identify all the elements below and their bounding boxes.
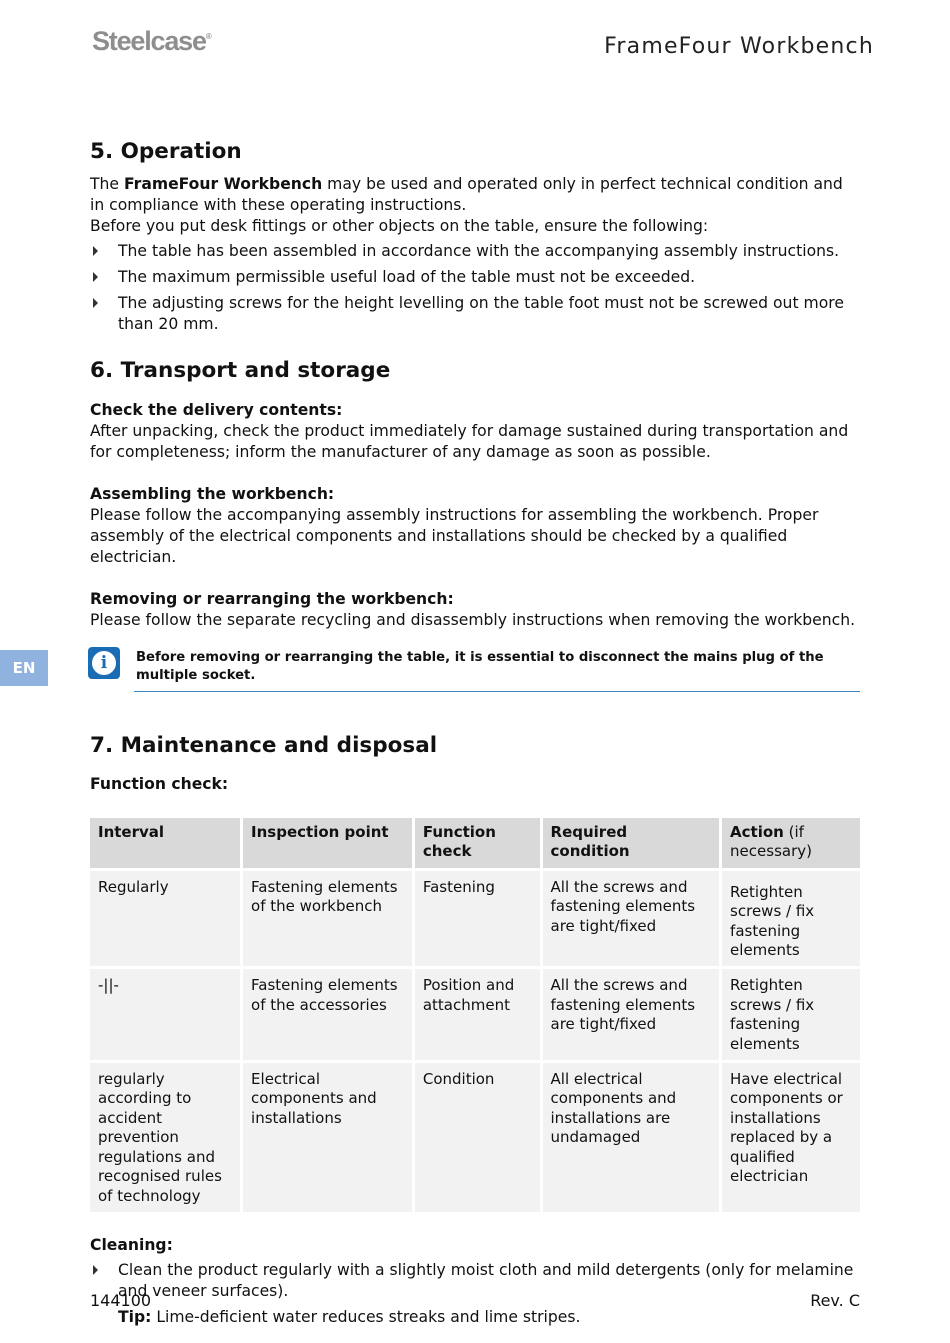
bullet-arrow-icon	[93, 246, 98, 256]
table-row	[90, 969, 860, 1060]
table-cell: Have electrical components or installations replaced by a qualified electrician	[722, 1063, 860, 1212]
table-cell: Condition	[415, 1063, 540, 1212]
action-header-label: Action	[730, 823, 784, 841]
list-item-text: The table has been assembled in accordance with the accompanying assembly instructions.	[118, 242, 840, 260]
subheading-assembly: Assembling the workbench:	[90, 485, 335, 503]
list-item-text: The adjusting screws for the height levelling on the table foot must not be screwed out more than 20 mm.	[118, 294, 844, 333]
cleaning-tip	[90, 1307, 860, 1328]
table-cell: Retighten screws / fix fastening elements	[722, 969, 860, 1060]
subheading-removal: Removing or rearranging the workbench:	[90, 590, 454, 608]
list-item	[90, 267, 860, 288]
tip-label: Tip:	[118, 1307, 152, 1326]
subheading-function-check: Function check:	[90, 775, 229, 793]
bullet-arrow-icon	[93, 1265, 98, 1275]
list-item-text: The maximum permissible useful load of the table must not be exceeded.	[118, 268, 696, 286]
section-operation	[90, 138, 860, 335]
subheading-delivery: Check the delivery contents:	[90, 401, 343, 419]
section-maintenance	[90, 732, 860, 1328]
table-cell: regularly according to accident prevention regulations and recognised rules of technology	[90, 1063, 240, 1212]
list-item	[90, 293, 860, 335]
page-content	[90, 138, 860, 1328]
info-note	[100, 645, 860, 692]
bullet-arrow-icon	[93, 298, 98, 308]
intro-pre: The	[90, 175, 124, 193]
assembly-text: Please follow the accompanying assembly instructions for assembling the workbench. Proper assembly of the electrical components and installations should be checked by a qualified electrician.	[90, 506, 819, 566]
steelcase-logo	[92, 26, 212, 57]
list-item	[90, 1260, 860, 1302]
section-transport	[90, 357, 860, 692]
logo-text: Steelcase	[92, 26, 206, 56]
table-cell: Retighten screws / fix fastening elements	[722, 871, 860, 967]
info-icon: i	[88, 647, 120, 679]
table-cell: Regularly	[90, 871, 240, 967]
table-header-row	[90, 818, 860, 868]
bullet-arrow-icon	[93, 272, 98, 282]
column-header-interval: Interval	[90, 818, 240, 868]
tip-text: Lime-deficient water reduces streaks and lime stripes.	[151, 1307, 581, 1326]
column-header-inspection-point: Inspection point	[243, 818, 412, 868]
section-title-operation: 5. Operation	[90, 139, 242, 164]
section-title-transport: 6. Transport and storage	[90, 358, 391, 383]
block-removal	[90, 589, 860, 631]
removal-text: Please follow the separate recycling and disassembly instructions when removing the workbench.	[90, 611, 856, 629]
function-check-table	[87, 815, 863, 1215]
subheading-cleaning: Cleaning:	[90, 1235, 173, 1254]
table-cell: -||-	[90, 969, 240, 1060]
table-cell: Position and attachment	[415, 969, 540, 1060]
product-name: FrameFour Workbench	[123, 175, 323, 193]
operation-checklist	[90, 241, 860, 335]
block-assembly	[90, 484, 860, 568]
table-cell: All the screws and fastening elements are tight/fixed	[543, 969, 720, 1060]
table-row	[90, 1063, 860, 1212]
intro-post: may be used and operated only in perfect technical condition and in compliance with these operating instructions.	[90, 175, 843, 214]
operation-intro	[90, 174, 860, 216]
column-header-action	[722, 818, 860, 868]
table-cell: All electrical components and installations are undamaged	[543, 1063, 720, 1212]
table-cell: All the screws and fastening elements are tight/fixed	[543, 871, 720, 967]
table-cell: Fastening elements of the accessories	[243, 969, 412, 1060]
delivery-text: After unpacking, check the product immediately for damage sustained during transportation and for completeness; inform the manufacturer of any damage as soon as possible.	[90, 422, 849, 461]
cleaning-list	[90, 1260, 860, 1302]
revision-label: Rev. C	[810, 1291, 860, 1310]
table-cell: Fastening elements of the workbench	[243, 871, 412, 967]
block-delivery	[90, 400, 860, 463]
list-item-text: Clean the product regularly with a slightly moist cloth and mild detergents (only for melamine and veneer surfaces).	[118, 1260, 854, 1300]
document-number: 144100	[90, 1291, 152, 1310]
column-header-function-check: Function check	[415, 818, 540, 868]
action-header-suffix: (if necessary)	[730, 823, 812, 861]
section-title-maintenance: 7. Maintenance and disposal	[90, 733, 438, 758]
document-title: FrameFour Workbench	[604, 34, 874, 59]
table-row	[90, 871, 860, 967]
language-tab: EN	[0, 650, 48, 686]
cleaning-block	[90, 1235, 860, 1328]
table-cell: Fastening	[415, 871, 540, 967]
list-item	[90, 241, 860, 262]
table-cell: Electrical components and installations	[243, 1063, 412, 1212]
operation-before: Before you put desk fittings or other objects on the table, ensure the following:	[90, 217, 709, 235]
column-header-required-condition: Required condition	[543, 818, 720, 868]
info-note-text: Before removing or rearranging the table, it is essential to disconnect the mains plug of the multiple socket.	[136, 650, 824, 683]
logo-registered-mark: ®	[205, 32, 212, 41]
